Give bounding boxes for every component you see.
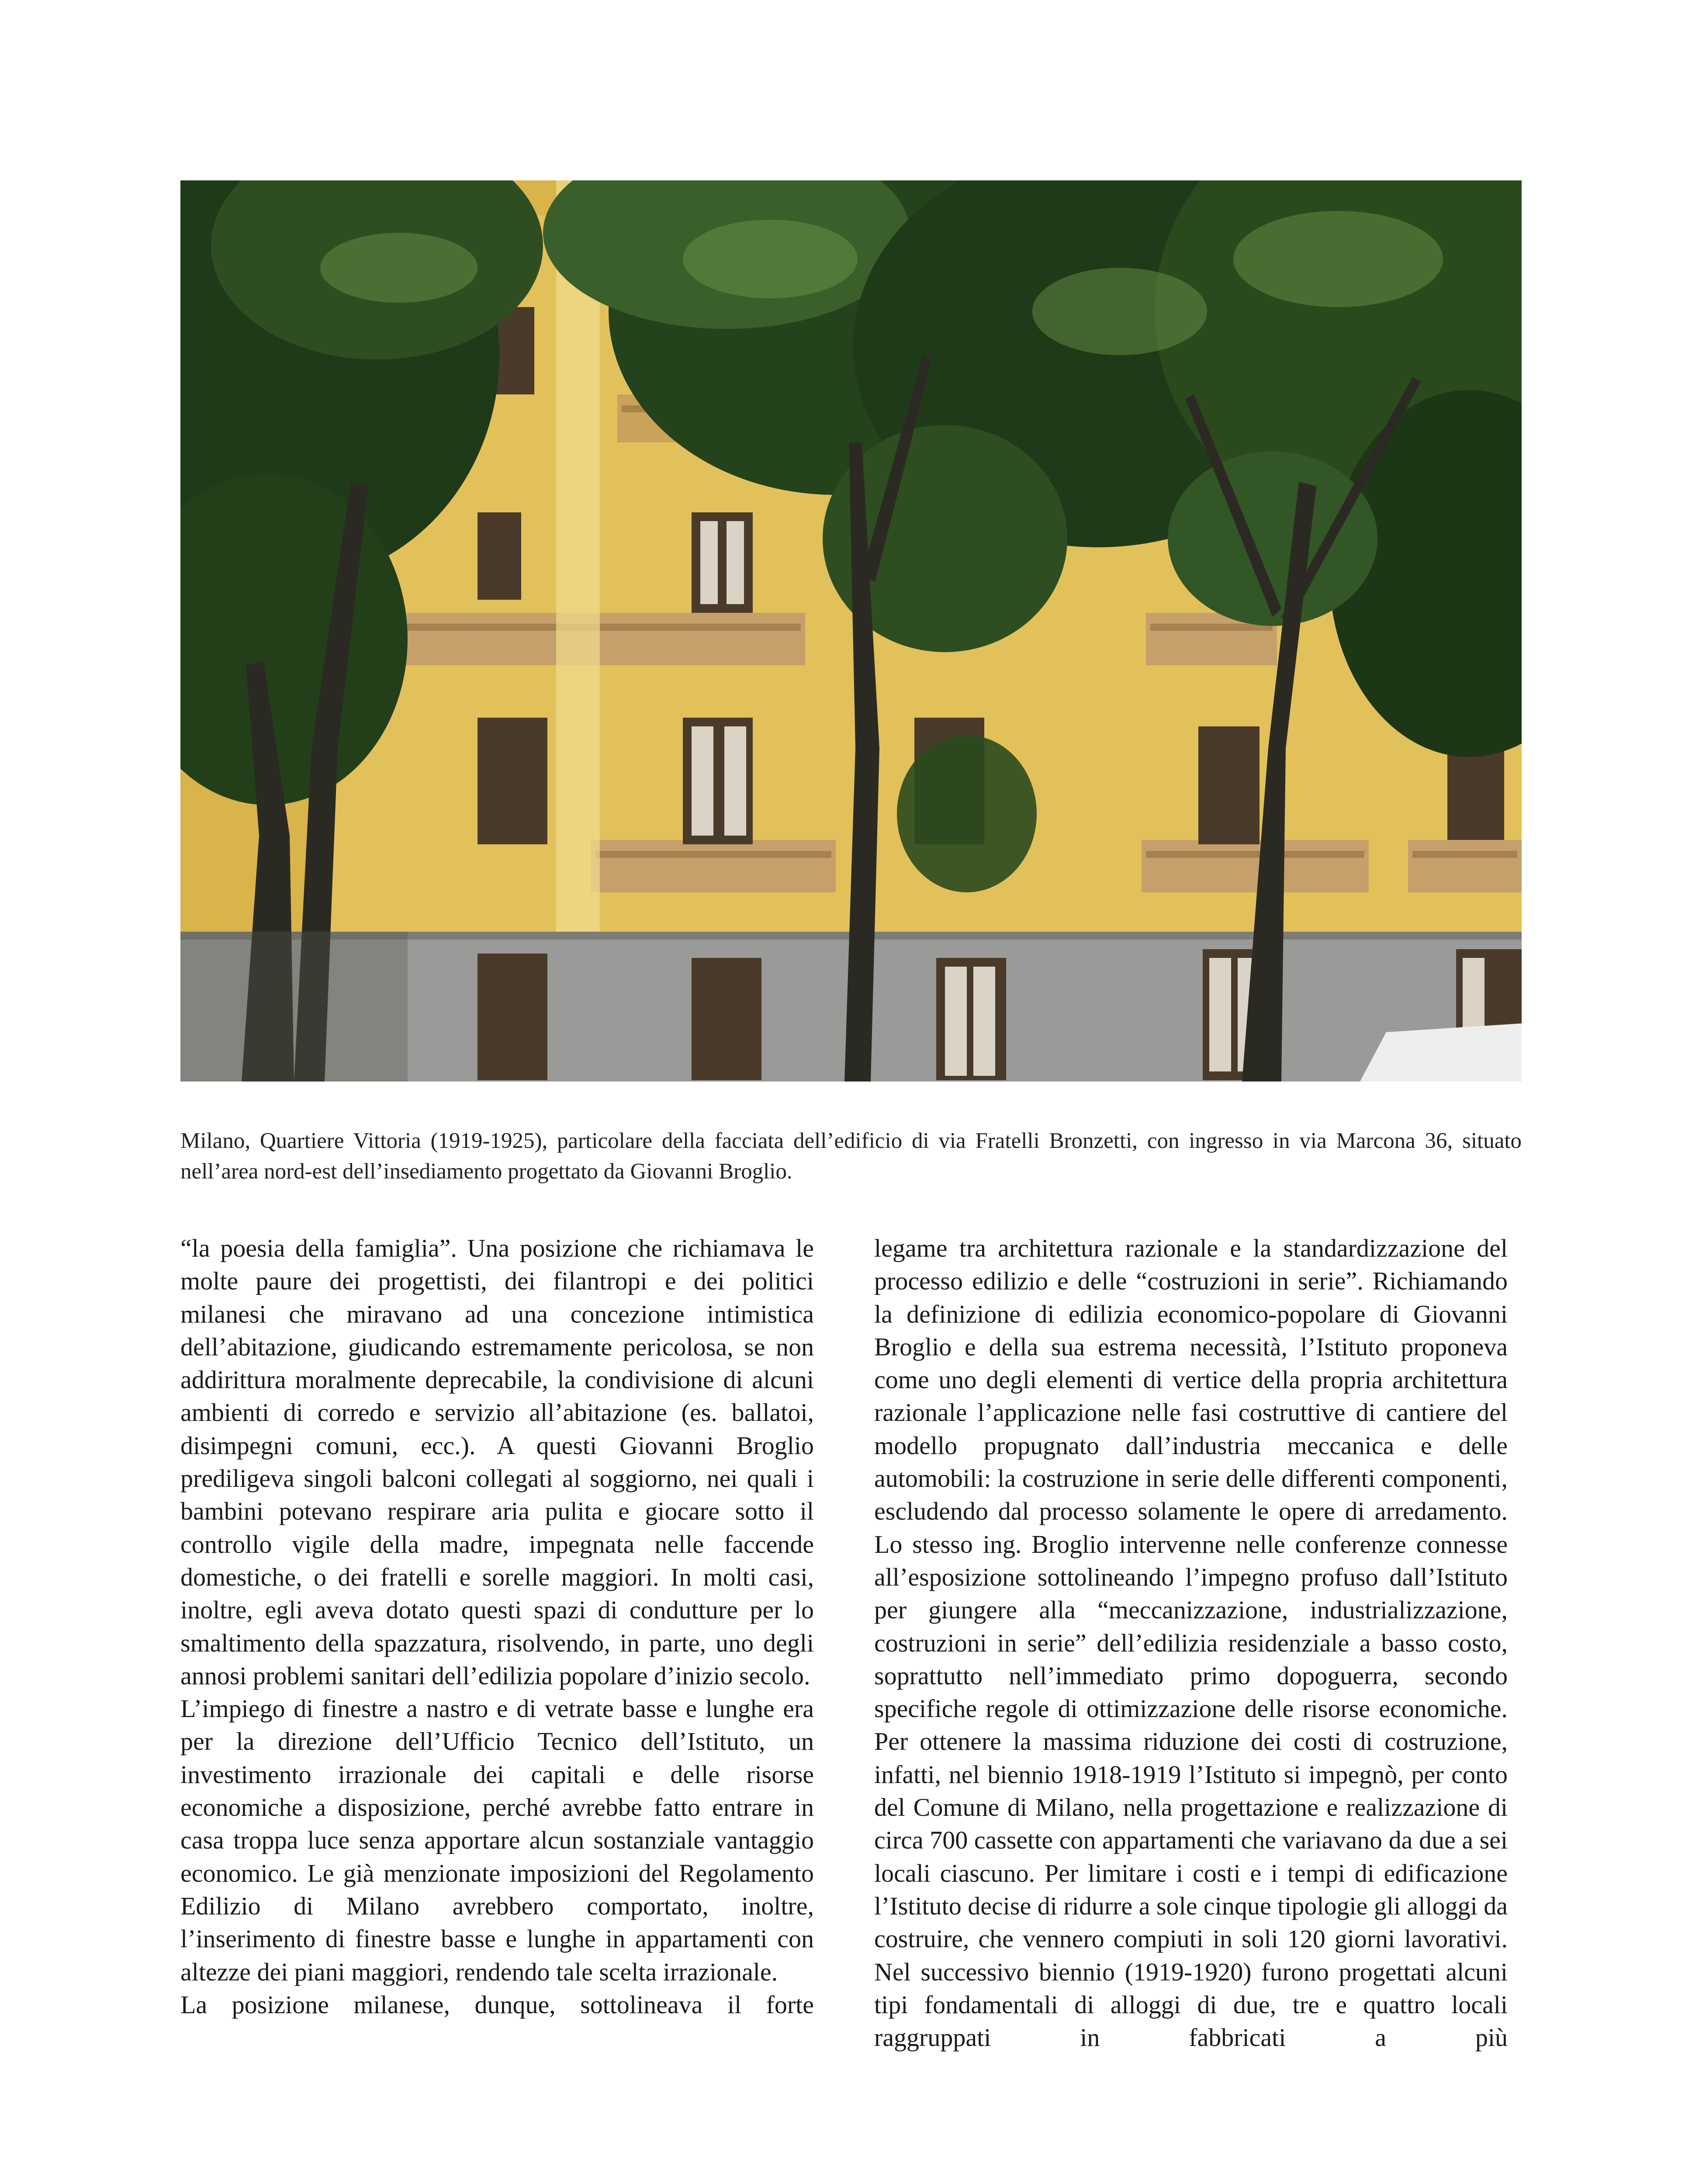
right-text-column: [874, 1232, 1508, 2054]
body-paragraph: La posizione milanese, dunque, sottolineava il forte: [180, 1990, 814, 2019]
body-paragraph: “la poesia della famiglia”. Una posizione che richiamava le molte paure dei progettisti, dei filantropi e dei politici milanesi che miravano ad una concezione intimistica dell’abitazione, giudicando estremamente pericolosa, se non addirittura moralmente deprecabile, la condivisione di alcuni ambienti di corredo e servizio all’abitazione (es. ballatoi, disimpegni comuni, ecc.). A questi Giovanni Broglio prediligeva singoli balconi collegati al soggiorno, nei quali i bambini potevano respirare aria pulita e giocare sotto il controllo vigile della madre, impegnata nelle faccende domestiche, o dei fratelli e sorelle maggiori. In molti casi, inoltre, egli aveva dotato questi spazi di condutture per lo smaltimento della spazzatura, risolvendo, in parte, uno degli annosi problemi sanitari dell’edilizia popolare d’inizio secolo.: [180, 1234, 814, 1690]
body-paragraph: legame tra architettura razionale e la standardizzazione del processo edilizio e delle “costruzioni in serie”. Richiamando la definizione di edilizia economico-popolare di Giovanni Broglio e della sua estrema necessità, l’Istituto proponeva come uno degli elementi di vertice della propria architettura razionale l’applicazione nelle fasi costruttive di cantiere del modello propugnato dall’industria meccanica e delle automobili: la costruzione in serie delle differenti componenti, escludendo dal processo solamente le opere di arredamento. Lo stesso ing. Broglio intervenne nelle conferenze connesse all’esposizione sottolineando l’impegno profuso dall’Istituto per giungere alla “meccanizzazione, industrializzazione, costruzioni in serie” dell’edilizia residenziale a basso costo, soprattutto nell’immediato primo dopoguerra, secondo specifiche regole di ottimizzazione delle risorse economiche. Per ottenere la massima riduzione dei costi di costruzione, infatti, nel biennio 1918-1919 l’Istituto si impegnò, per conto del Comune di Milano, nella progettazione e realizzazione di circa 700 cassette con appartamenti che variavano da due a sei locali ciascuno. Per limitare i costi e i tempi di edificazione l’Istituto decise di ridurre a sole cinque tipologie gli alloggi da costruire, che vennero compiuti in soli 120 giorni lavorativi. Nel successivo biennio (1919-1920) furono progettati alcuni tipi fondamentali di alloggi di due, tre e quattro locali raggruppati in fabbricati a più: [874, 1234, 1508, 2052]
body-paragraph: L’impiego di finestre a nastro e di vetrate basse e lunghe era per la direzione dell’Ufficio Tecnico dell’Istituto, un investimento irrazionale dei capitali e delle risorse economiche a disposizione, perché avrebbe fatto entrare in casa troppa luce senza apportare alcun sostanziale vantaggio economico. Le già menzionate imposizioni del Regolamento Edilizio di Milano avrebbero comportato, inoltre, l’inserimento di finestre basse e lunghe in appartamenti con altezze dei piani maggiori, rendendo tale scelta irrazionale.: [180, 1694, 814, 1986]
left-text-column: [180, 1232, 814, 2021]
figure-caption: Milano, Quartiere Vittoria (1919-1925), particolare della facciata dell’edificio di via Fratelli Bronzetti, con ingresso in via Marcona 36, situato nell’area nord-est dell’insediamento progettato da Giovanni Broglio.: [180, 1129, 1522, 1184]
facade-photo: [180, 180, 1522, 1082]
facade-photo-illustration: [180, 180, 1522, 1082]
